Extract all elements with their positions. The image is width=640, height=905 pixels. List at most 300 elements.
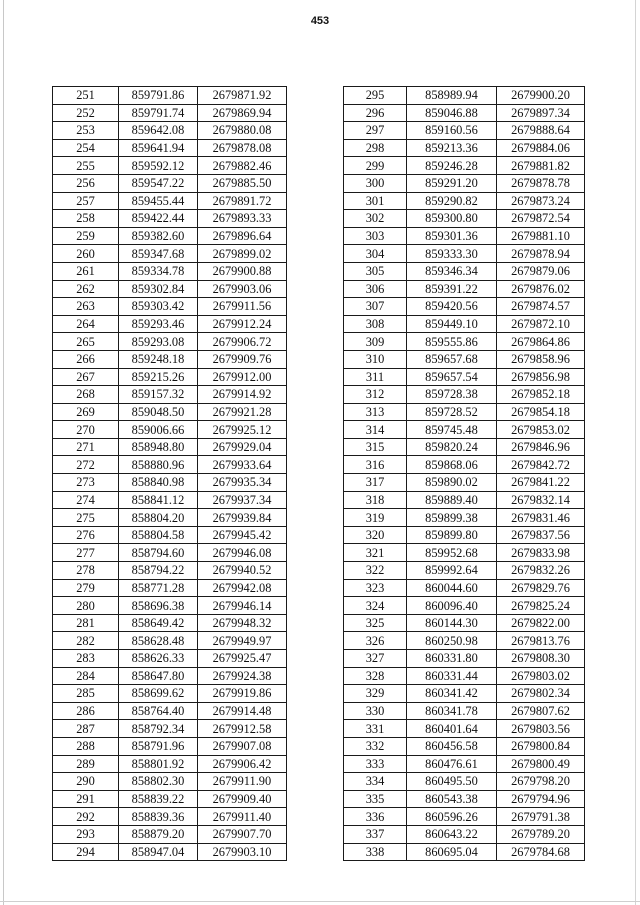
- x-coordinate-cell: 859899.80: [407, 526, 497, 544]
- table-row: [53, 333, 287, 351]
- table-row: [53, 87, 287, 105]
- x-coordinate-cell: 858948.80: [119, 438, 198, 456]
- point-number-cell: 319: [344, 509, 407, 527]
- point-number-cell: 281: [53, 614, 119, 632]
- table-row: [53, 825, 287, 843]
- point-number-cell: 317: [344, 474, 407, 492]
- table-row: [344, 632, 585, 650]
- x-coordinate-cell: 859791.86: [119, 87, 198, 105]
- point-number-cell: 310: [344, 350, 407, 368]
- point-number-cell: 320: [344, 526, 407, 544]
- point-number-cell: 308: [344, 315, 407, 333]
- y-coordinate-cell: 2679914.48: [198, 702, 287, 720]
- x-coordinate-cell: 859592.12: [119, 157, 198, 175]
- x-coordinate-cell: 860144.30: [407, 614, 497, 632]
- y-coordinate-cell: 2679884.06: [497, 139, 585, 157]
- x-coordinate-cell: 860456.58: [407, 737, 497, 755]
- point-number-cell: 323: [344, 579, 407, 597]
- y-coordinate-cell: 2679878.94: [497, 245, 585, 263]
- point-number-cell: 302: [344, 210, 407, 228]
- table-row: [344, 104, 585, 122]
- x-coordinate-cell: 860341.78: [407, 702, 497, 720]
- x-coordinate-cell: 858696.38: [119, 597, 198, 615]
- table-row: [344, 790, 585, 808]
- scan-edge-bottom: [0, 901, 640, 902]
- x-coordinate-cell: 859642.08: [119, 122, 198, 140]
- x-coordinate-cell: 858771.28: [119, 579, 198, 597]
- x-coordinate-cell: 858801.92: [119, 755, 198, 773]
- y-coordinate-cell: 2679946.14: [198, 597, 287, 615]
- table-row: [344, 773, 585, 791]
- table-row: [344, 843, 585, 861]
- point-number-cell: 287: [53, 720, 119, 738]
- y-coordinate-cell: 2679853.02: [497, 421, 585, 439]
- x-coordinate-cell: 859420.56: [407, 298, 497, 316]
- table-row: [344, 403, 585, 421]
- scan-edge-left: [3, 0, 4, 905]
- table-row: [53, 737, 287, 755]
- y-coordinate-cell: 2679906.42: [198, 755, 287, 773]
- table-row: [344, 614, 585, 632]
- x-coordinate-cell: 860401.64: [407, 720, 497, 738]
- y-coordinate-cell: 2679832.14: [497, 491, 585, 509]
- table-row: [53, 280, 287, 298]
- point-number-cell: 299: [344, 157, 407, 175]
- table-row: [53, 403, 287, 421]
- y-coordinate-cell: 2679888.64: [497, 122, 585, 140]
- point-number-cell: 291: [53, 790, 119, 808]
- y-coordinate-cell: 2679813.76: [497, 632, 585, 650]
- y-coordinate-cell: 2679879.06: [497, 262, 585, 280]
- point-number-cell: 261: [53, 262, 119, 280]
- point-number-cell: 274: [53, 491, 119, 509]
- x-coordinate-cell: 859547.22: [119, 174, 198, 192]
- table-row: [344, 192, 585, 210]
- point-number-cell: 313: [344, 403, 407, 421]
- point-number-cell: 304: [344, 245, 407, 263]
- y-coordinate-cell: 2679897.34: [497, 104, 585, 122]
- point-number-cell: 306: [344, 280, 407, 298]
- point-number-cell: 330: [344, 702, 407, 720]
- y-coordinate-cell: 2679822.00: [497, 614, 585, 632]
- point-number-cell: 322: [344, 562, 407, 580]
- x-coordinate-cell: 858764.40: [119, 702, 198, 720]
- point-number-cell: 296: [344, 104, 407, 122]
- point-number-cell: 293: [53, 825, 119, 843]
- table-row: [344, 87, 585, 105]
- x-coordinate-cell: 859293.46: [119, 315, 198, 333]
- x-coordinate-cell: 859952.68: [407, 544, 497, 562]
- table-row: [53, 368, 287, 386]
- table-row: [344, 526, 585, 544]
- table-row: [344, 685, 585, 703]
- table-row: [53, 773, 287, 791]
- point-number-cell: 264: [53, 315, 119, 333]
- y-coordinate-cell: 2679882.46: [198, 157, 287, 175]
- point-number-cell: 336: [344, 808, 407, 826]
- point-number-cell: 309: [344, 333, 407, 351]
- table-row: [344, 650, 585, 668]
- point-number-cell: 318: [344, 491, 407, 509]
- point-number-cell: 279: [53, 579, 119, 597]
- table-row: [344, 544, 585, 562]
- x-coordinate-cell: 858840.98: [119, 474, 198, 492]
- x-coordinate-cell: 858947.04: [119, 843, 198, 861]
- y-coordinate-cell: 2679858.96: [497, 350, 585, 368]
- x-coordinate-cell: 859160.56: [407, 122, 497, 140]
- x-coordinate-cell: 860250.98: [407, 632, 497, 650]
- table-row: [344, 122, 585, 140]
- table-row: [53, 808, 287, 826]
- y-coordinate-cell: 2679842.72: [497, 456, 585, 474]
- table-row: [53, 544, 287, 562]
- point-number-cell: 282: [53, 632, 119, 650]
- table-row: [53, 104, 287, 122]
- point-number-cell: 251: [53, 87, 119, 105]
- x-coordinate-cell: 859657.68: [407, 350, 497, 368]
- table-row: [53, 438, 287, 456]
- y-coordinate-cell: 2679911.40: [198, 808, 287, 826]
- table-row: [344, 280, 585, 298]
- table-row: [344, 421, 585, 439]
- point-number-cell: 254: [53, 139, 119, 157]
- y-coordinate-cell: 2679933.64: [198, 456, 287, 474]
- point-number-cell: 338: [344, 843, 407, 861]
- y-coordinate-cell: 2679911.90: [198, 773, 287, 791]
- y-coordinate-cell: 2679921.28: [198, 403, 287, 421]
- y-coordinate-cell: 2679912.58: [198, 720, 287, 738]
- point-number-cell: 334: [344, 773, 407, 791]
- y-coordinate-cell: 2679900.88: [198, 262, 287, 280]
- table-row: [53, 597, 287, 615]
- table-row: [53, 139, 287, 157]
- table-row: [53, 562, 287, 580]
- table-row: [344, 825, 585, 843]
- table-row: [344, 509, 585, 527]
- table-row: [344, 350, 585, 368]
- y-coordinate-cell: 2679914.92: [198, 386, 287, 404]
- y-coordinate-cell: 2679831.46: [497, 509, 585, 527]
- table-row: [344, 456, 585, 474]
- y-coordinate-cell: 2679900.20: [497, 87, 585, 105]
- point-number-cell: 273: [53, 474, 119, 492]
- y-coordinate-cell: 2679880.08: [198, 122, 287, 140]
- point-number-cell: 328: [344, 667, 407, 685]
- x-coordinate-cell: 858879.20: [119, 825, 198, 843]
- table-row: [53, 298, 287, 316]
- table-row: [53, 685, 287, 703]
- point-number-cell: 325: [344, 614, 407, 632]
- x-coordinate-cell: 860331.80: [407, 650, 497, 668]
- y-coordinate-cell: 2679794.96: [497, 790, 585, 808]
- y-coordinate-cell: 2679872.54: [497, 210, 585, 228]
- y-coordinate-cell: 2679940.52: [198, 562, 287, 580]
- table-row: [53, 210, 287, 228]
- coordinate-table-left: [52, 86, 287, 861]
- x-coordinate-cell: 859745.48: [407, 421, 497, 439]
- table-row: [53, 192, 287, 210]
- y-coordinate-cell: 2679784.68: [497, 843, 585, 861]
- table-row: [53, 174, 287, 192]
- table-row: [53, 667, 287, 685]
- y-coordinate-cell: 2679885.50: [198, 174, 287, 192]
- x-coordinate-cell: 860495.50: [407, 773, 497, 791]
- y-coordinate-cell: 2679912.24: [198, 315, 287, 333]
- x-coordinate-cell: 859820.24: [407, 438, 497, 456]
- point-number-cell: 321: [344, 544, 407, 562]
- point-number-cell: 257: [53, 192, 119, 210]
- y-coordinate-cell: 2679800.49: [497, 755, 585, 773]
- table-row: [344, 755, 585, 773]
- x-coordinate-cell: 859246.28: [407, 157, 497, 175]
- x-coordinate-cell: 859291.20: [407, 174, 497, 192]
- x-coordinate-cell: 858804.58: [119, 526, 198, 544]
- point-number-cell: 269: [53, 403, 119, 421]
- table-row: [344, 386, 585, 404]
- x-coordinate-cell: 858699.62: [119, 685, 198, 703]
- point-number-cell: 286: [53, 702, 119, 720]
- y-coordinate-cell: 2679803.02: [497, 667, 585, 685]
- coordinate-table-right: [343, 86, 585, 861]
- point-number-cell: 283: [53, 650, 119, 668]
- y-coordinate-cell: 2679909.40: [198, 790, 287, 808]
- x-coordinate-cell: 859728.38: [407, 386, 497, 404]
- scan-edge-right: [635, 0, 636, 905]
- point-number-cell: 332: [344, 737, 407, 755]
- y-coordinate-cell: 2679929.04: [198, 438, 287, 456]
- x-coordinate-cell: 858880.96: [119, 456, 198, 474]
- point-number-cell: 258: [53, 210, 119, 228]
- point-number-cell: 284: [53, 667, 119, 685]
- table-row: [53, 632, 287, 650]
- table-row: [53, 456, 287, 474]
- y-coordinate-cell: 2679903.10: [198, 843, 287, 861]
- table-row: [53, 491, 287, 509]
- x-coordinate-cell: 859890.02: [407, 474, 497, 492]
- table-row: [344, 667, 585, 685]
- point-number-cell: 275: [53, 509, 119, 527]
- x-coordinate-cell: 859334.78: [119, 262, 198, 280]
- x-coordinate-cell: 859555.86: [407, 333, 497, 351]
- y-coordinate-cell: 2679869.94: [198, 104, 287, 122]
- point-number-cell: 276: [53, 526, 119, 544]
- table-row: [344, 368, 585, 386]
- point-number-cell: 268: [53, 386, 119, 404]
- y-coordinate-cell: 2679803.56: [497, 720, 585, 738]
- page-number: 453: [310, 15, 330, 27]
- y-coordinate-cell: 2679808.30: [497, 650, 585, 668]
- x-coordinate-cell: 859046.88: [407, 104, 497, 122]
- x-coordinate-cell: 859899.38: [407, 509, 497, 527]
- y-coordinate-cell: 2679798.20: [497, 773, 585, 791]
- y-coordinate-cell: 2679872.10: [497, 315, 585, 333]
- point-number-cell: 277: [53, 544, 119, 562]
- point-number-cell: 285: [53, 685, 119, 703]
- point-number-cell: 260: [53, 245, 119, 263]
- y-coordinate-cell: 2679949.97: [198, 632, 287, 650]
- x-coordinate-cell: 859382.60: [119, 227, 198, 245]
- point-number-cell: 329: [344, 685, 407, 703]
- table-row: [344, 720, 585, 738]
- y-coordinate-cell: 2679846.96: [497, 438, 585, 456]
- table-row: [344, 474, 585, 492]
- y-coordinate-cell: 2679903.06: [198, 280, 287, 298]
- y-coordinate-cell: 2679852.18: [497, 386, 585, 404]
- table-row: [53, 262, 287, 280]
- table-row: [344, 562, 585, 580]
- y-coordinate-cell: 2679912.00: [198, 368, 287, 386]
- y-coordinate-cell: 2679841.22: [497, 474, 585, 492]
- x-coordinate-cell: 860543.38: [407, 790, 497, 808]
- table-row: [53, 650, 287, 668]
- point-number-cell: 298: [344, 139, 407, 157]
- y-coordinate-cell: 2679942.08: [198, 579, 287, 597]
- point-number-cell: 278: [53, 562, 119, 580]
- x-coordinate-cell: 859657.54: [407, 368, 497, 386]
- point-number-cell: 335: [344, 790, 407, 808]
- point-number-cell: 303: [344, 227, 407, 245]
- table-row: [344, 579, 585, 597]
- x-coordinate-cell: 859791.74: [119, 104, 198, 122]
- x-coordinate-cell: 860695.04: [407, 843, 497, 861]
- y-coordinate-cell: 2679948.32: [198, 614, 287, 632]
- y-coordinate-cell: 2679873.24: [497, 192, 585, 210]
- point-number-cell: 305: [344, 262, 407, 280]
- x-coordinate-cell: 859048.50: [119, 403, 198, 421]
- table-row: [344, 245, 585, 263]
- point-number-cell: 331: [344, 720, 407, 738]
- x-coordinate-cell: 860331.44: [407, 667, 497, 685]
- point-number-cell: 288: [53, 737, 119, 755]
- y-coordinate-cell: 2679925.12: [198, 421, 287, 439]
- x-coordinate-cell: 859213.36: [407, 139, 497, 157]
- table-row: [53, 702, 287, 720]
- y-coordinate-cell: 2679807.62: [497, 702, 585, 720]
- table-row: [53, 843, 287, 861]
- point-number-cell: 326: [344, 632, 407, 650]
- y-coordinate-cell: 2679925.47: [198, 650, 287, 668]
- x-coordinate-cell: 859157.32: [119, 386, 198, 404]
- y-coordinate-cell: 2679945.42: [198, 526, 287, 544]
- y-coordinate-cell: 2679878.08: [198, 139, 287, 157]
- x-coordinate-cell: 860476.61: [407, 755, 497, 773]
- table-row: [53, 122, 287, 140]
- y-coordinate-cell: 2679871.92: [198, 87, 287, 105]
- table-row: [344, 157, 585, 175]
- x-coordinate-cell: 858647.80: [119, 667, 198, 685]
- y-coordinate-cell: 2679802.34: [497, 685, 585, 703]
- table-row: [53, 720, 287, 738]
- x-coordinate-cell: 858794.22: [119, 562, 198, 580]
- y-coordinate-cell: 2679935.34: [198, 474, 287, 492]
- table-row: [344, 174, 585, 192]
- table-row: [344, 808, 585, 826]
- y-coordinate-cell: 2679829.76: [497, 579, 585, 597]
- table-row: [53, 790, 287, 808]
- x-coordinate-cell: 858841.12: [119, 491, 198, 509]
- point-number-cell: 253: [53, 122, 119, 140]
- y-coordinate-cell: 2679881.82: [497, 157, 585, 175]
- y-coordinate-cell: 2679919.86: [198, 685, 287, 703]
- point-number-cell: 316: [344, 456, 407, 474]
- table-row: [344, 210, 585, 228]
- x-coordinate-cell: 859293.08: [119, 333, 198, 351]
- point-number-cell: 314: [344, 421, 407, 439]
- y-coordinate-cell: 2679911.56: [198, 298, 287, 316]
- point-number-cell: 266: [53, 350, 119, 368]
- x-coordinate-cell: 859889.40: [407, 491, 497, 509]
- x-coordinate-cell: 858802.30: [119, 773, 198, 791]
- table-row: [53, 227, 287, 245]
- y-coordinate-cell: 2679833.98: [497, 544, 585, 562]
- y-coordinate-cell: 2679864.86: [497, 333, 585, 351]
- point-number-cell: 297: [344, 122, 407, 140]
- table-row: [344, 597, 585, 615]
- point-number-cell: 290: [53, 773, 119, 791]
- point-number-cell: 315: [344, 438, 407, 456]
- x-coordinate-cell: 859333.30: [407, 245, 497, 263]
- y-coordinate-cell: 2679800.84: [497, 737, 585, 755]
- x-coordinate-cell: 859300.80: [407, 210, 497, 228]
- y-coordinate-cell: 2679874.57: [497, 298, 585, 316]
- point-number-cell: 333: [344, 755, 407, 773]
- x-coordinate-cell: 859302.84: [119, 280, 198, 298]
- y-coordinate-cell: 2679939.84: [198, 509, 287, 527]
- y-coordinate-cell: 2679893.33: [198, 210, 287, 228]
- x-coordinate-cell: 858839.22: [119, 790, 198, 808]
- x-coordinate-cell: 859215.26: [119, 368, 198, 386]
- point-number-cell: 307: [344, 298, 407, 316]
- table-row: [344, 333, 585, 351]
- table-row: [53, 579, 287, 597]
- table-row: [53, 474, 287, 492]
- point-number-cell: 324: [344, 597, 407, 615]
- y-coordinate-cell: 2679878.78: [497, 174, 585, 192]
- x-coordinate-cell: 859347.68: [119, 245, 198, 263]
- point-number-cell: 327: [344, 650, 407, 668]
- x-coordinate-cell: 858804.20: [119, 509, 198, 527]
- point-number-cell: 255: [53, 157, 119, 175]
- x-coordinate-cell: 859346.34: [407, 262, 497, 280]
- y-coordinate-cell: 2679832.26: [497, 562, 585, 580]
- point-number-cell: 337: [344, 825, 407, 843]
- x-coordinate-cell: 858989.94: [407, 87, 497, 105]
- x-coordinate-cell: 858792.34: [119, 720, 198, 738]
- y-coordinate-cell: 2679946.08: [198, 544, 287, 562]
- point-number-cell: 311: [344, 368, 407, 386]
- y-coordinate-cell: 2679906.72: [198, 333, 287, 351]
- point-number-cell: 271: [53, 438, 119, 456]
- point-number-cell: 292: [53, 808, 119, 826]
- point-number-cell: 263: [53, 298, 119, 316]
- point-number-cell: 252: [53, 104, 119, 122]
- point-number-cell: 267: [53, 368, 119, 386]
- x-coordinate-cell: 859391.22: [407, 280, 497, 298]
- table-row: [344, 737, 585, 755]
- x-coordinate-cell: 858628.48: [119, 632, 198, 650]
- x-coordinate-cell: 859303.42: [119, 298, 198, 316]
- x-coordinate-cell: 859301.36: [407, 227, 497, 245]
- point-number-cell: 300: [344, 174, 407, 192]
- x-coordinate-cell: 859868.06: [407, 456, 497, 474]
- table-row: [344, 438, 585, 456]
- point-number-cell: 289: [53, 755, 119, 773]
- y-coordinate-cell: 2679825.24: [497, 597, 585, 615]
- x-coordinate-cell: 859455.44: [119, 192, 198, 210]
- x-coordinate-cell: 858791.96: [119, 737, 198, 755]
- table-row: [53, 526, 287, 544]
- point-number-cell: 295: [344, 87, 407, 105]
